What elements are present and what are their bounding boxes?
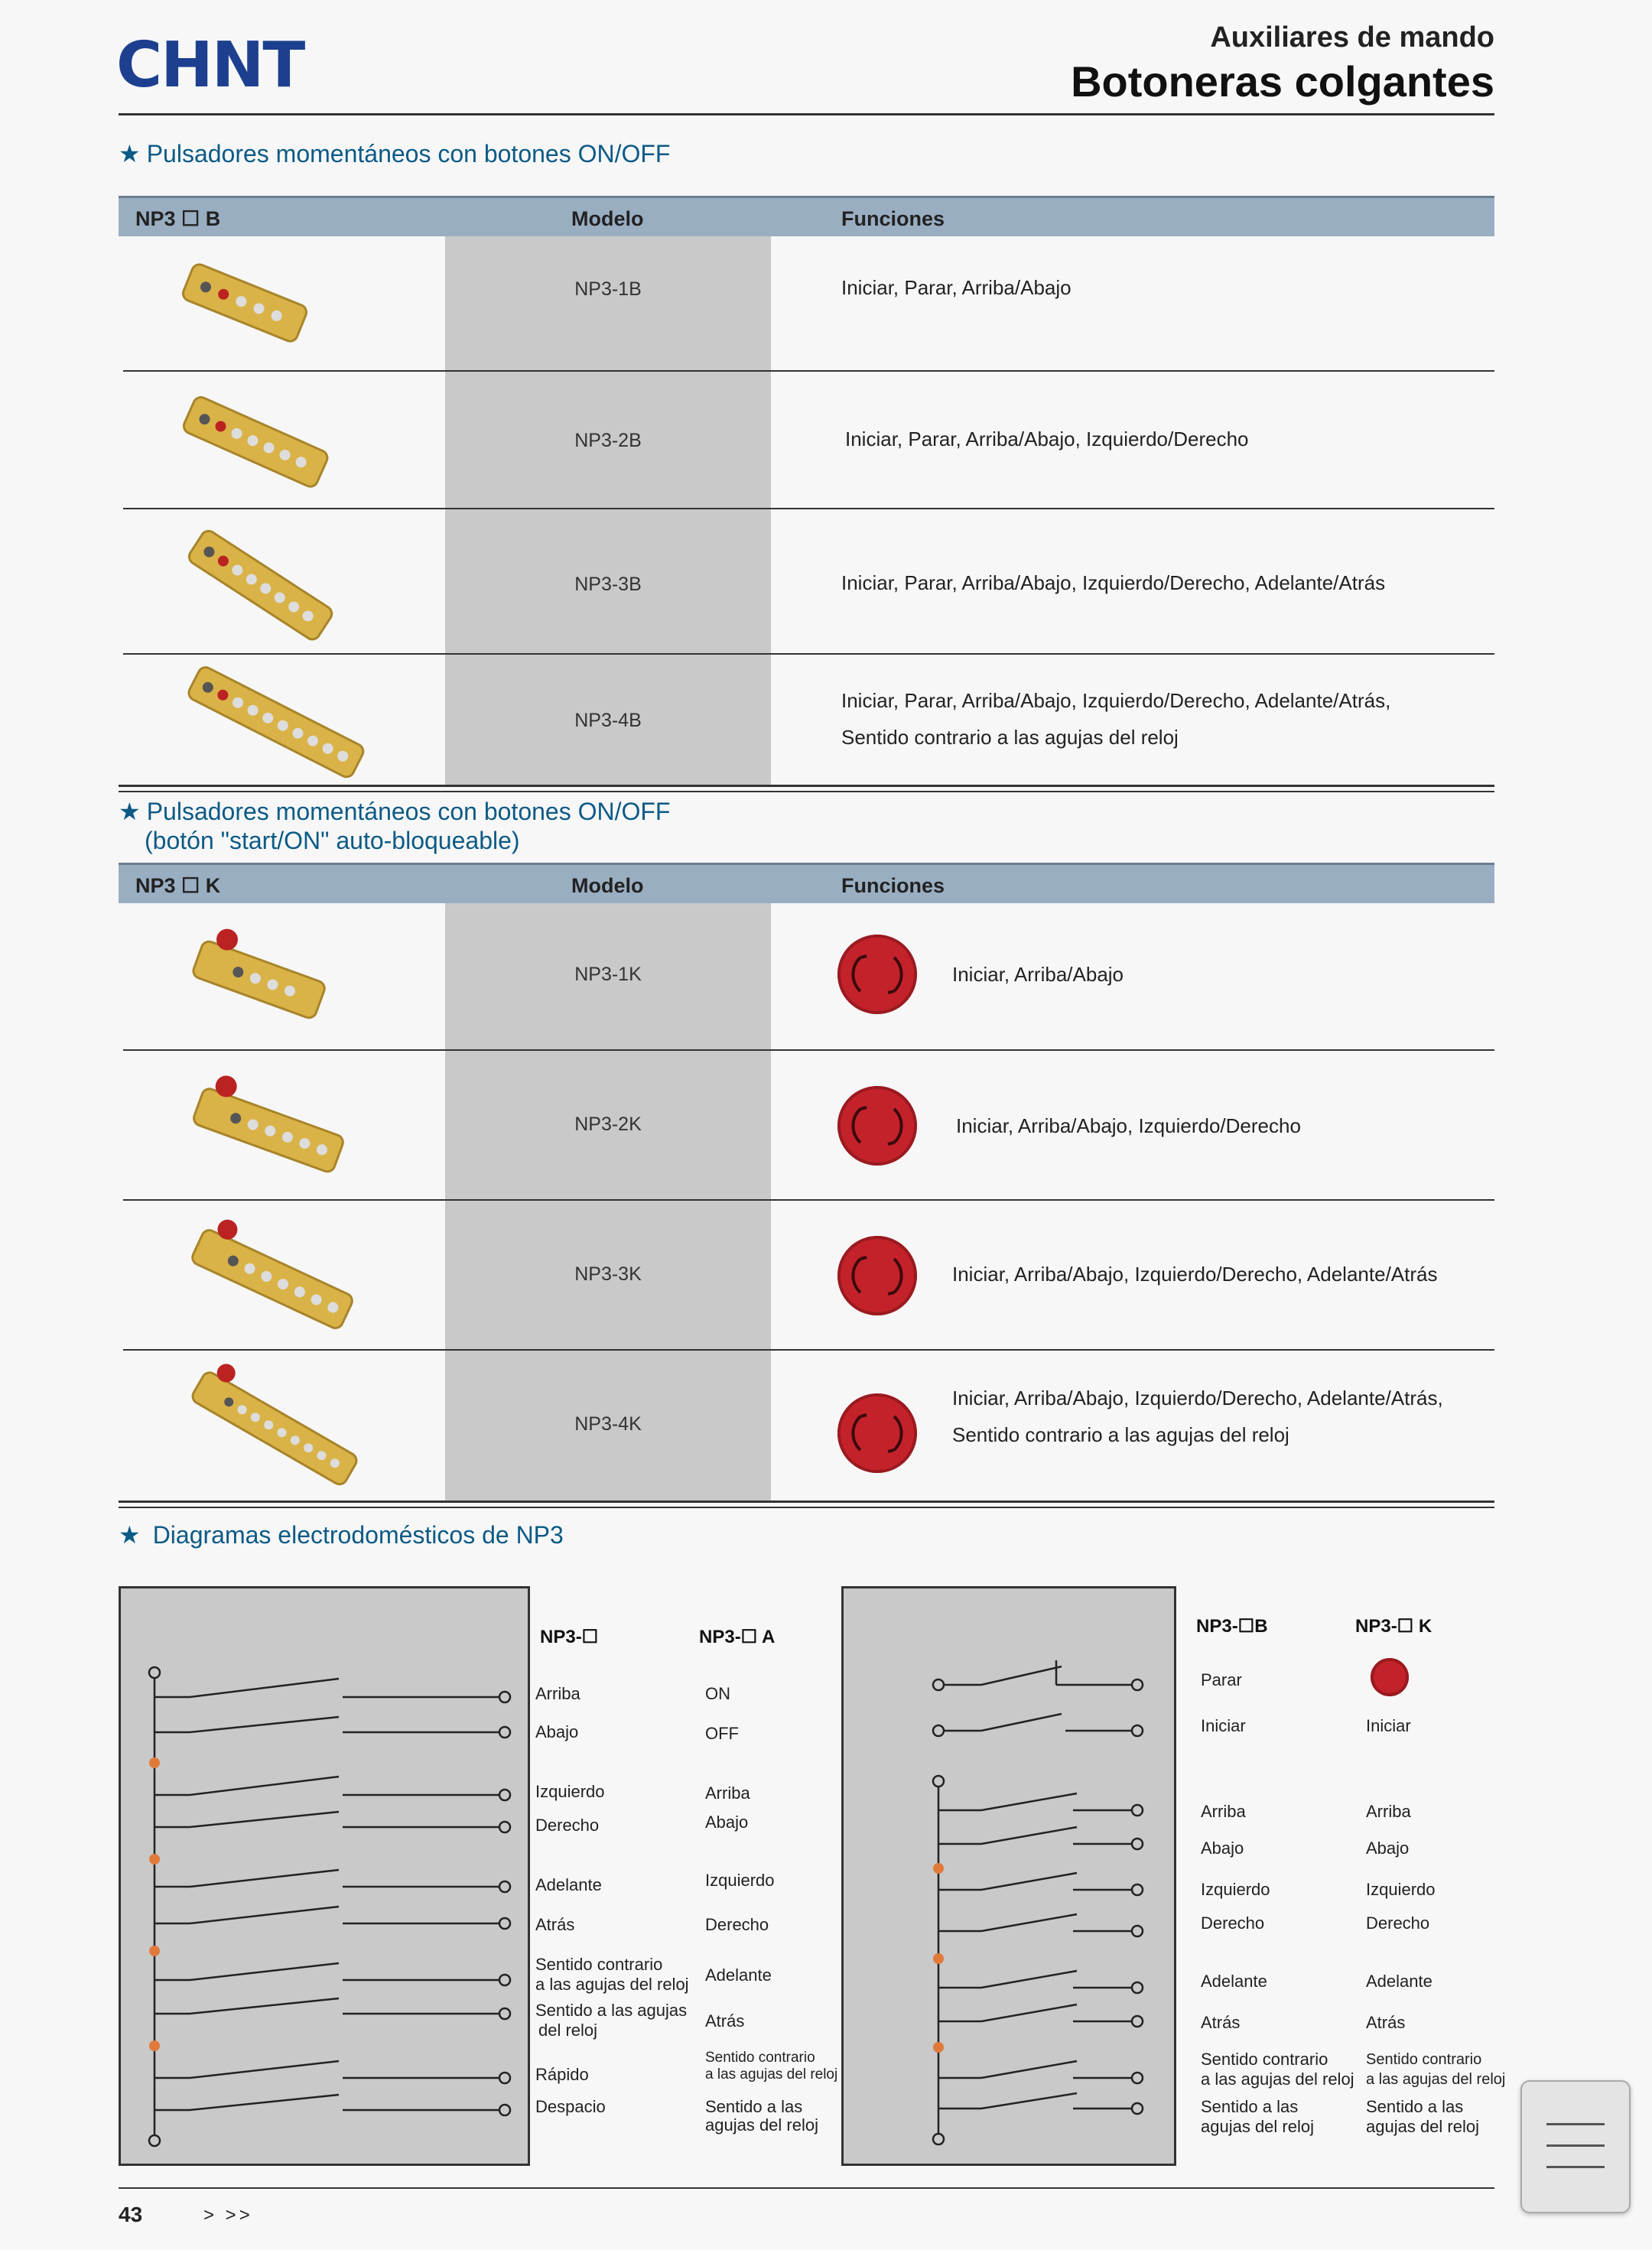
emergency-stop-icon <box>1371 1658 1409 1696</box>
diagram-label: agujas del reloj <box>1201 2117 1314 2136</box>
table-row <box>119 901 1494 1051</box>
section3-title-text: Diagramas electrodomésticos de NP3 <box>152 1521 564 1549</box>
page-number: 43 <box>119 2203 143 2226</box>
diagram-label: a las agujas del reloj <box>535 1975 689 1994</box>
diagram-head-np3a: NP3-☐ A <box>699 1627 776 1647</box>
junction-dot <box>933 1863 944 1874</box>
footer-rule <box>119 2187 1494 2189</box>
table-row <box>119 655 1494 785</box>
diagram-label: Izquierdo <box>705 1871 775 1890</box>
functions-text: Sentido contrario a las agujas del reloj <box>841 726 1179 749</box>
diagram-label: Derecho <box>1201 1913 1265 1933</box>
diagram-label: a las agujas del reloj <box>705 2066 838 2083</box>
diagram-label: del reloj <box>538 2021 598 2040</box>
diagram-label: Atrás <box>1366 2013 1406 2032</box>
category-label: Auxiliares de mando <box>1210 21 1494 54</box>
page-title: Botoneras colgantes <box>1071 57 1494 106</box>
pendant-device-image <box>176 257 314 349</box>
junction-dot <box>933 2042 944 2053</box>
model-name: NP3-4B <box>574 710 642 731</box>
junction-dot <box>149 1757 160 1768</box>
diagram-head-np3k: NP3-☐ K <box>1355 1616 1432 1637</box>
diagram-label: ON <box>705 1684 730 1703</box>
diagram-head-np3b: NP3-☐B <box>1196 1616 1268 1637</box>
diagram-label: a las agujas del reloj <box>1201 2070 1354 2089</box>
diagram-label: Abajo <box>535 1722 579 1741</box>
diagram-label: Arriba <box>535 1684 580 1703</box>
wiring-diagram-left <box>119 1586 530 2166</box>
table-row <box>119 372 1494 509</box>
diagram-label: Adelante <box>1201 1972 1267 1991</box>
diagram-label: Izquierdo <box>535 1782 605 1801</box>
table-bottom-rule <box>119 1501 1494 1503</box>
diagram-label: agujas del reloj <box>705 2115 818 2135</box>
diagram-label: Iniciar <box>1201 1716 1246 1735</box>
hamburger-icon-bar <box>1546 2123 1605 2125</box>
diagram-label: Adelante <box>705 1965 772 1985</box>
junction-dot <box>933 1953 944 1964</box>
functions-text: Iniciar, Parar, Arriba/Abajo <box>841 276 1072 299</box>
section3-title <box>119 1520 564 1549</box>
page-nav-arrows[interactable]: > >> <box>203 2205 253 2226</box>
hamburger-icon-bar <box>1546 2144 1605 2147</box>
diagram-head-np3: NP3-☐ <box>540 1627 599 1647</box>
diagram-label: Izquierdo <box>1201 1880 1270 1899</box>
section2-title-line1: Pulsadores momentáneos con botones ON/OFF <box>146 798 671 825</box>
header-functions-col: Funciones <box>841 207 945 230</box>
table-row <box>119 1351 1494 1501</box>
diagram-label: Despacio <box>535 2097 606 2116</box>
table-row <box>119 1051 1494 1201</box>
table-np3-b <box>119 196 1494 785</box>
diagram-label: Atrás <box>1201 2013 1241 2032</box>
model-name: NP3-2B <box>574 430 642 451</box>
table-np3-k <box>119 863 1494 1501</box>
diagram-label: Adelante <box>535 1875 602 1894</box>
diagram-label: Arriba <box>1366 1802 1411 1821</box>
diagram-label: Atrás <box>705 2011 745 2031</box>
diagram-label: Abajo <box>705 1813 749 1832</box>
diagram-label: Sentido contrario <box>1366 2051 1482 2068</box>
pendant-device-image <box>187 1070 356 1185</box>
table-header <box>119 196 1494 236</box>
diagram-label: Sentido contrario <box>535 1955 663 1974</box>
model-name: NP3-1B <box>574 278 642 300</box>
diagram-label: Iniciar <box>1366 1716 1411 1735</box>
table-bottom-rule <box>119 791 1494 792</box>
diagram-label: Sentido a las agujas <box>535 2001 688 2020</box>
diagram-label: Derecho <box>535 1816 600 1835</box>
diagram-label: Arriba <box>1201 1802 1246 1821</box>
menu-button[interactable] <box>1520 2080 1631 2213</box>
diagram-label: Abajo <box>1366 1839 1410 1858</box>
header-divider <box>119 113 1494 115</box>
model-name: NP3-3B <box>574 574 642 595</box>
functions-text: Iniciar, Arriba/Abajo, Izquierdo/Derecho, Adelante/Atrás <box>952 1263 1438 1286</box>
header-image-col: NP3 ☐ B <box>135 207 221 230</box>
functions-text: Iniciar, Arriba/Abajo, Izquierdo/Derecho <box>956 1114 1301 1137</box>
diagram-label: Sentido a las <box>1366 2097 1464 2116</box>
functions-text: Iniciar, Arriba/Abajo, Izquierdo/Derecho, Adelante/Atrás, <box>952 1387 1443 1410</box>
emergency-stop-icon <box>837 1236 917 1315</box>
pendant-device-image <box>184 528 337 643</box>
chnt-logo: CHNT <box>116 29 304 102</box>
section2-title-line2: (botón "start/ON" auto-bloqueable) <box>145 827 520 854</box>
diagram-label: Parar <box>1201 1670 1242 1689</box>
header-functions-col: Funciones <box>841 874 945 897</box>
model-name: NP3-3K <box>574 1263 642 1285</box>
functions-text: Iniciar, Arriba/Abajo <box>952 963 1124 986</box>
junction-dot <box>149 2040 160 2051</box>
header-image-col: NP3 ☐ K <box>135 874 221 897</box>
functions-text: Sentido contrario a las agujas del reloj <box>952 1423 1289 1446</box>
section1-title-text: Pulsadores momentáneos con botones ON/OFF <box>146 140 671 167</box>
header-model-col: Modelo <box>571 207 644 230</box>
pendant-device-image <box>187 1216 363 1338</box>
diagram-label: Sentido a las <box>705 2097 803 2116</box>
table-row <box>119 1201 1494 1351</box>
diagram-label: Arriba <box>705 1783 750 1803</box>
diagram-label: OFF <box>705 1724 739 1743</box>
star-icon: ★ <box>119 140 141 167</box>
diagram-label: Izquierdo <box>1366 1880 1436 1899</box>
diagram-label: agujas del reloj <box>1366 2117 1479 2136</box>
functions-text: Iniciar, Parar, Arriba/Abajo, Izquierdo/Derecho <box>845 428 1249 450</box>
table-bottom-rule <box>119 785 1494 787</box>
star-icon: ★ <box>119 798 141 825</box>
functions-text: Iniciar, Parar, Arriba/Abajo, Izquierdo/Derecho, Adelante/Atrás <box>841 571 1386 594</box>
pendant-device-image <box>184 666 367 781</box>
emergency-stop-icon <box>837 1086 917 1166</box>
emergency-stop-icon <box>837 1393 917 1473</box>
diagram-label: Derecho <box>705 1915 769 1934</box>
junction-dot <box>149 1946 160 1956</box>
diagram-label: Adelante <box>1366 1972 1432 1991</box>
table-row <box>119 509 1494 655</box>
pendant-device-image <box>176 391 337 490</box>
diagram-label: Rápido <box>535 2065 589 2084</box>
section1-title <box>119 139 670 168</box>
junction-dot <box>149 1854 160 1865</box>
model-name: NP3-1K <box>574 964 642 985</box>
table-bottom-rule <box>119 1507 1494 1508</box>
pendant-device-image <box>187 924 340 1031</box>
functions-text: Iniciar, Parar, Arriba/Abajo, Izquierdo/Derecho, Adelante/Atrás, <box>841 689 1391 712</box>
diagram-label: Sentido contrario <box>705 2050 815 2066</box>
model-name: NP3-4K <box>574 1413 642 1435</box>
table-row <box>119 234 1494 372</box>
pendant-device-image <box>187 1362 363 1492</box>
diagram-label: Derecho <box>1366 1913 1430 1933</box>
emergency-stop-icon <box>837 935 917 1014</box>
header-model-col: Modelo <box>571 874 644 897</box>
diagram-label: Abajo <box>1201 1839 1244 1858</box>
table-header <box>119 863 1494 903</box>
wiring-diagram-right <box>841 1586 1176 2166</box>
diagram-label: Sentido a las <box>1201 2097 1299 2116</box>
star-icon: ★ <box>119 1521 141 1549</box>
hamburger-icon-bar <box>1546 2166 1605 2168</box>
diagram-label: Sentido contrario <box>1201 2050 1328 2069</box>
model-name: NP3-2K <box>574 1114 642 1135</box>
section2-title <box>119 797 670 855</box>
diagram-label: Atrás <box>535 1915 575 1934</box>
diagram-label: a las agujas del reloj <box>1366 2071 1506 2088</box>
